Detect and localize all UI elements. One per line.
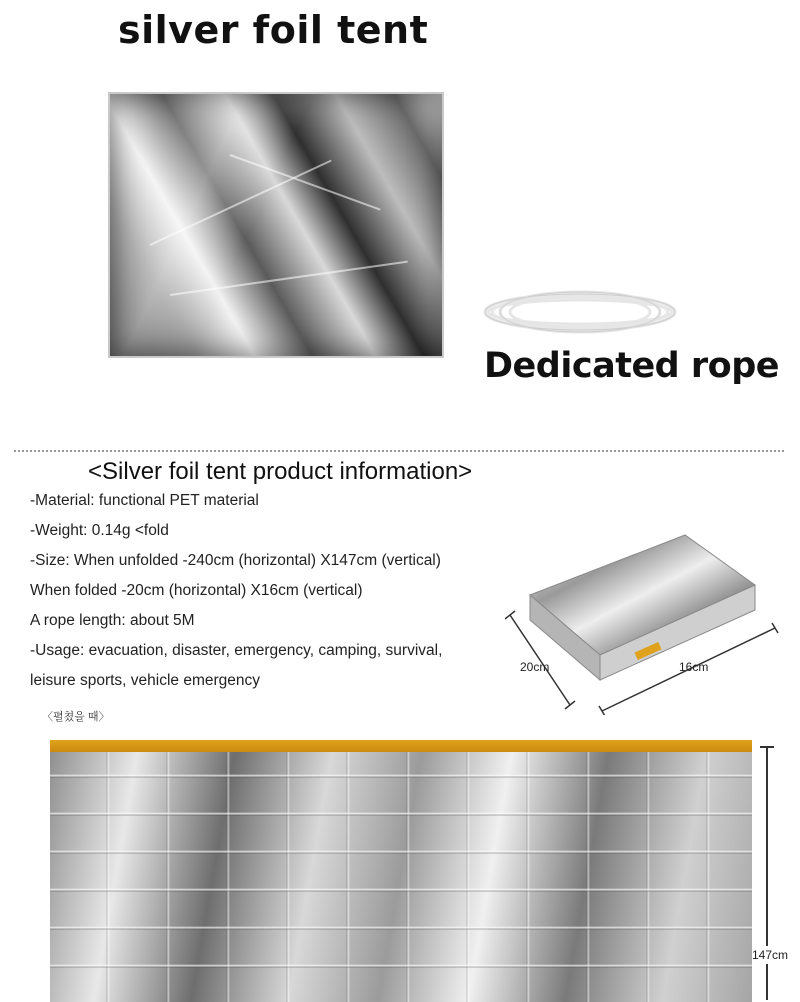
info-line: When folded -20cm (horizontal) X16cm (vertical) xyxy=(30,582,363,599)
info-title: <Silver foil tent product information> xyxy=(88,458,473,485)
unfolded-caption: 〈펼쳤을 때〉 xyxy=(42,711,110,723)
info-line: -Weight: 0.14g <fold xyxy=(30,522,169,539)
rope-image xyxy=(480,284,690,342)
folded-foil-blanket-image xyxy=(108,92,444,358)
section-divider xyxy=(14,450,784,452)
package-width-label: 20cm xyxy=(520,660,550,674)
info-line: -Usage: evacuation, disaster, emergency, camping, survival, xyxy=(30,642,443,659)
rope-label: Dedicated rope xyxy=(484,346,780,386)
page-title: silver foil tent xyxy=(118,8,429,52)
info-line: -Size: When unfolded -240cm (horizontal) X147cm (vertical) xyxy=(30,552,441,569)
info-line: A rope length: about 5M xyxy=(30,612,195,629)
package-length-label: 16cm xyxy=(679,660,709,674)
info-line: -Material: functional PET material xyxy=(30,492,259,509)
info-line: leisure sports, vehicle emergency xyxy=(30,672,261,689)
height-dimension-label: 147cm xyxy=(752,948,789,962)
folded-package-image xyxy=(505,515,790,715)
info-list xyxy=(30,486,442,696)
unfolded-foil-blanket-image xyxy=(50,740,752,1002)
